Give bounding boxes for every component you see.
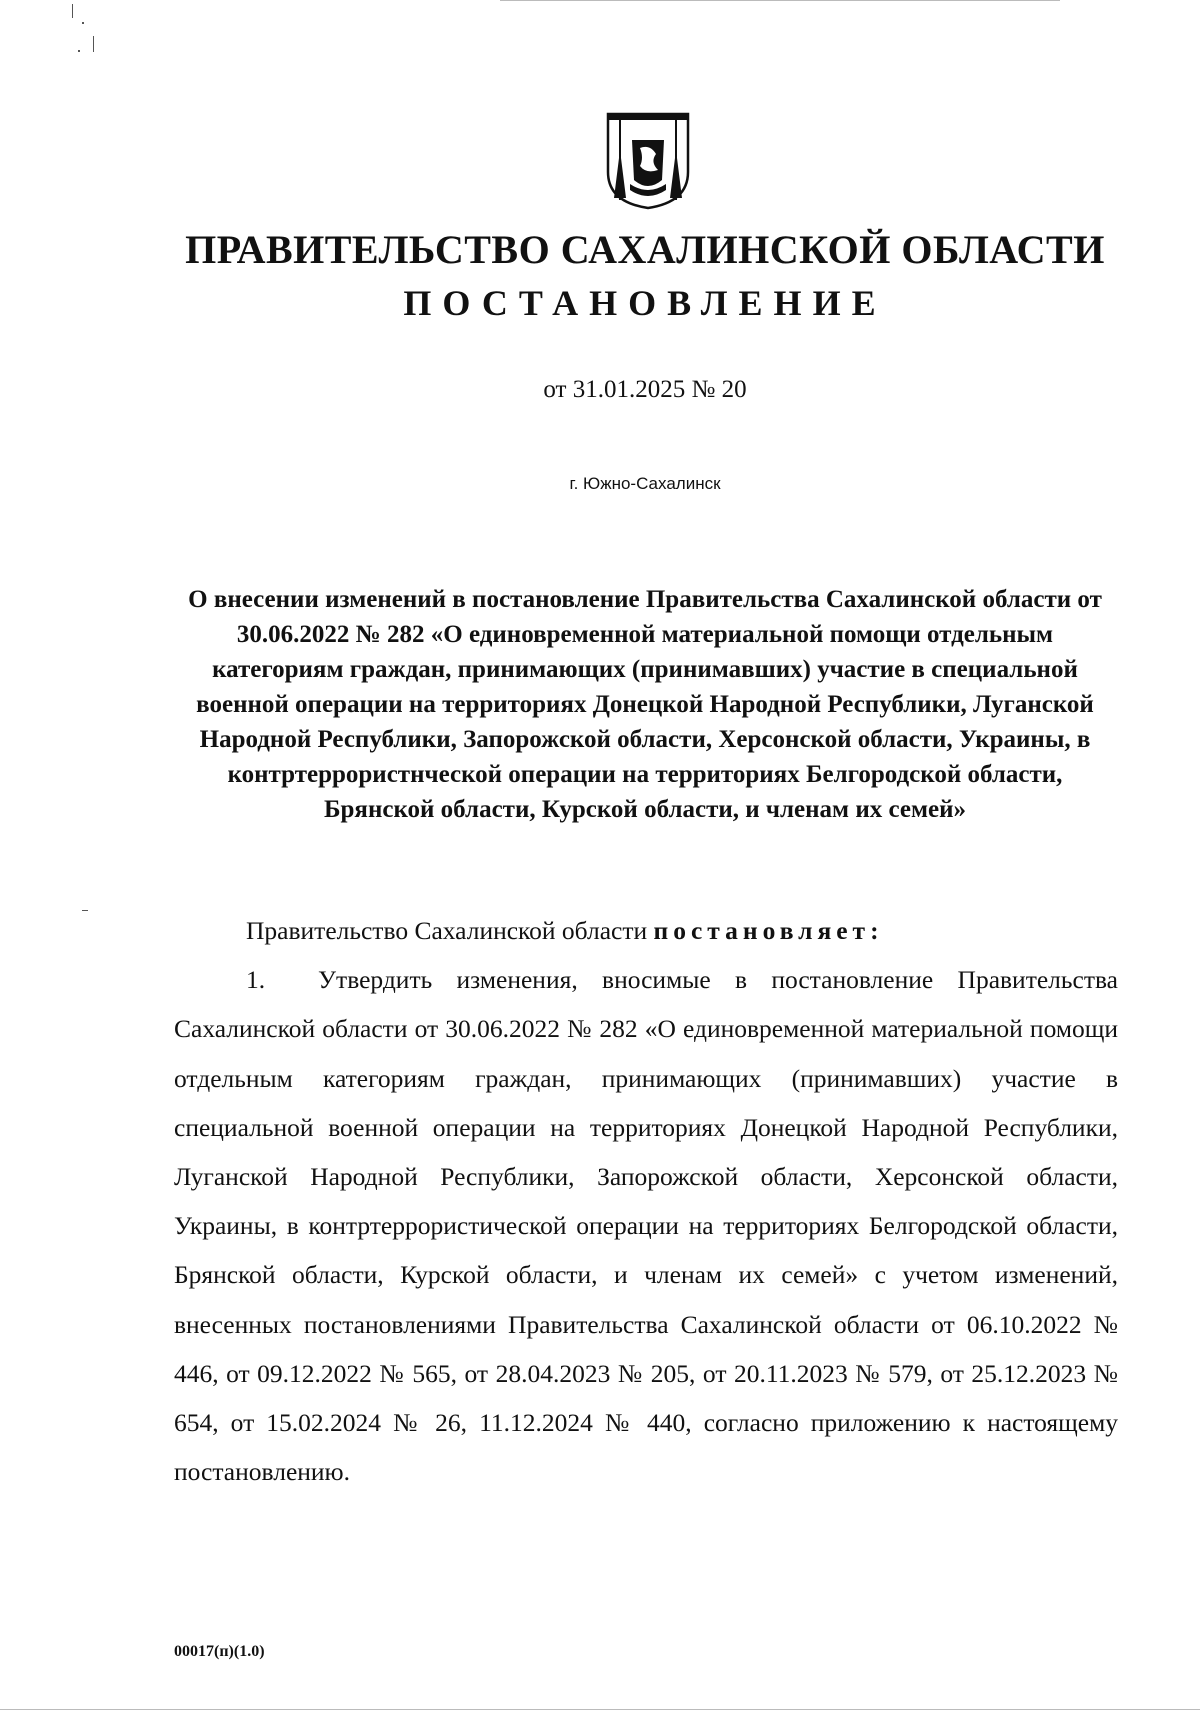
scan-artifact [82,22,84,24]
government-name: ПРАВИТЕЛЬСТВО САХАЛИНСКОЙ ОБЛАСТИ [185,227,1105,272]
sakhalin-coat-of-arms-icon [600,110,696,210]
document-type: ПОСТАНОВЛЕНИЕ [403,283,887,323]
item-1-text: Утвердить изменения, вносимые в постановление Правительства Сахалинской области от 30.06.2022 № 282 «О единовременной материальной помощи отдельным категориям граждан, принимающих (принимавших) участие в специальной военной операции на территориях Донецкой Народной Республики, Луганской Народной Республики, Запорожской области, Херсонской области, Украины, в контртеррористической операции на территориях Белгородской области, Брянской области, Курской области, и членам их семей» с учетом изменений, внесенных постановлениями Правительства Сахалинской области от 06.10.2022 № 446, от 09.12.2022 № 565, от 28.04.2023 № 205, от 20.11.2023 № 579, от 25.12.2023 № 654, от 15.02.2024 № 26, 11.12.2024 № 440, согласно приложению к настоящему постановлению. [174,965,1118,1487]
preamble-resolves: постановляет: [653,916,884,945]
item-1 [174,955,1118,1496]
scan-artifact [500,0,1060,1]
preamble-text: Правительство Сахалинской области [246,916,654,945]
document-city: г. Южно-Сахалинск [569,474,721,493]
preamble [174,906,1118,955]
document-date-number: от 31.01.2025 № 20 [543,376,747,403]
scan-artifact [78,50,80,52]
scan-artifact [93,36,94,52]
scan-artifact [82,910,88,911]
item-1-number: 1. [246,965,266,995]
scan-artifact [72,4,73,18]
document-body [174,906,1118,1496]
document-heading: О внесении изменений в постановление Правительства Сахалинской области от 30.06.2022 № 282 «О единовременной материальной помощи отдельным категориям граждан, принимающих (принимавших) участие в специальной военной операции на территориях Донецкой Народной Республики, Луганской Народной Республики, Запорожской области, Херсонской области, Украины, в контртеррористнческой операции на территориях Белгородской области, Брянской области, Курской области, и членам их семей» [188,586,1102,823]
scan-artifact [0,1709,1200,1710]
form-code: 00017(п)(1.0) [174,1643,265,1660]
